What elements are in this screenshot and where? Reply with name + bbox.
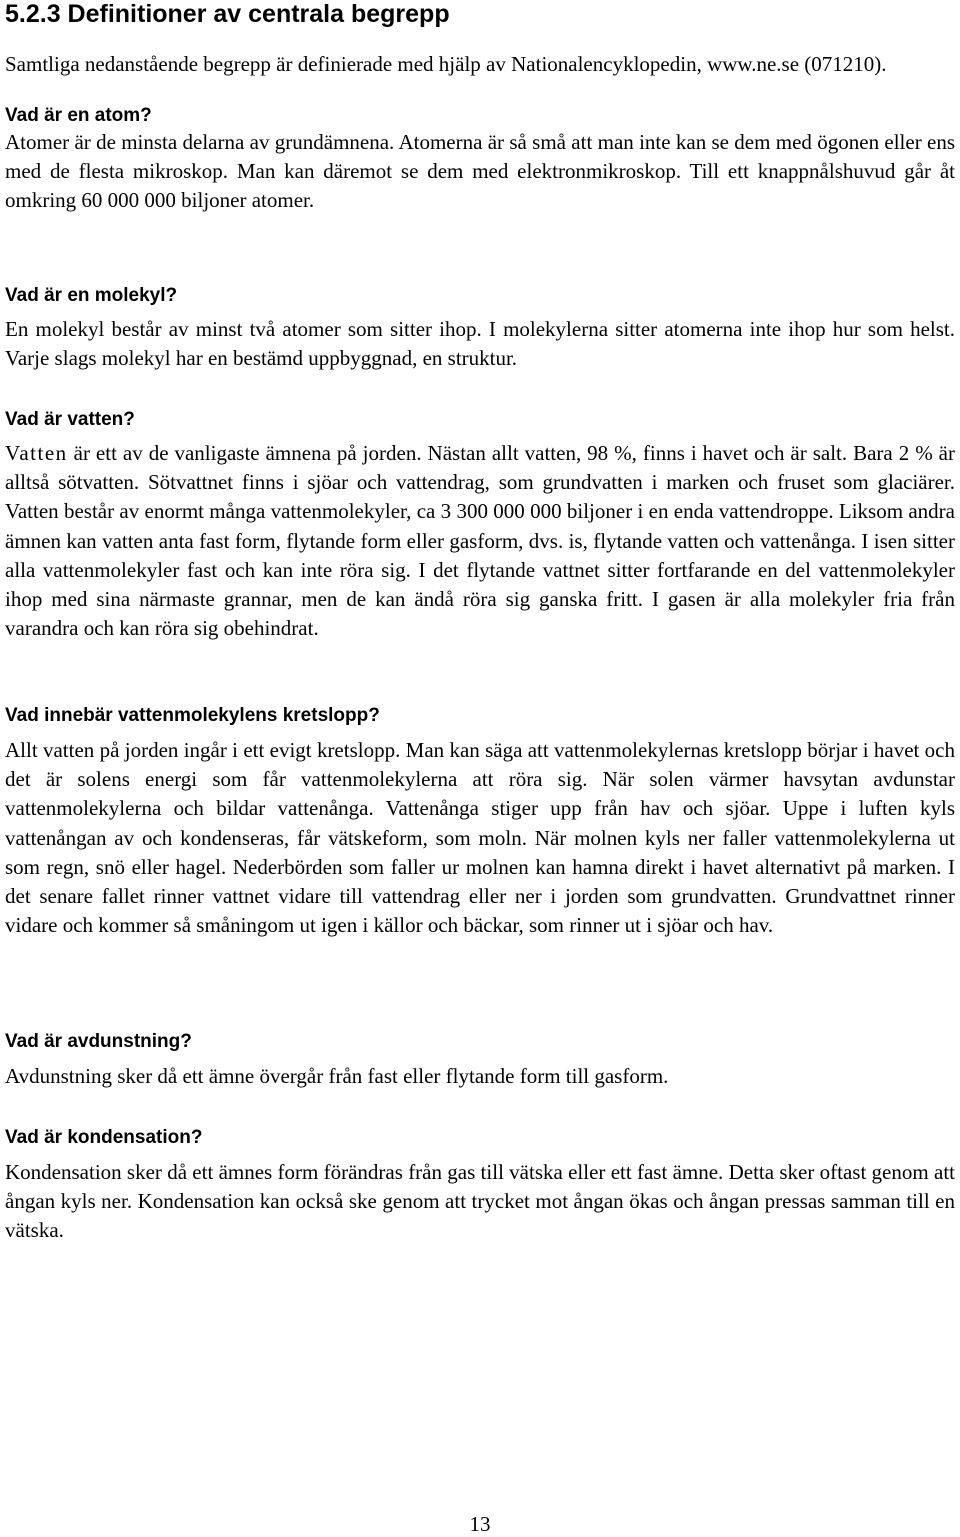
vatten-paragraph [5, 439, 955, 643]
intro-date: (071210). [799, 52, 887, 76]
kretslopp-paragraph: Allt vatten på jorden ingår i ett evigt kretslopp. Man kan säga att vattenmolekylernas kretslopp börjar i havet och det är solens energi som får vattenmolekylerna att röra sig. När solen värmer havsytan avdunstar vattenmolekylerna och bildar vattenånga. Vattenånga stiger upp från hav och sjöar. Uppe i luften kyls vattenångan av och kondenseras, får vätskeform, som moln. När molnen kyls ner faller vattenmolekylerna ut som regn, snö eller hagel. Nederbörden som faller ur molnen kan hamna direkt i havet alternativt på marken. I det senare fallet rinner vattnet vidare till vattendrag eller ner i jorden som grundvatten. Grundvattnet rinner vidare och kommer så småningom ut igen i källor och bäckar, som rinner ut i sjöar och hav. [5, 738, 955, 938]
source-link: www.ne.se [707, 52, 800, 76]
kondensation-paragraph: Kondensation sker då ett ämnes form förändras från gas till vätska eller ett fast ämne. Detta sker oftast genom att ångan kyls ner. Kondensation kan också ske genom att trycket mot ångan ökas och ångan pressas samman till en vätska. [5, 1160, 955, 1243]
vatten-heading: Vad är vatten? [5, 409, 135, 430]
kondensation-heading: Vad är kondensation? [5, 1127, 203, 1148]
molekyl-section [5, 284, 955, 373]
avdunstning-heading: Vad är avdunstning? [5, 1031, 192, 1052]
intro-text: Samtliga nedanstående begrepp är definierade med hjälp av Nationalencyklopedin, [5, 52, 708, 76]
molekyl-heading: Vad är en molekyl? [5, 285, 178, 306]
atom-paragraph: Atomer är de minsta delarna av grundämnena. Atomerna är så små att man inte kan se dem med ögonen eller ens med de flesta mikroskop. Man kan däremot se dem med elektronmikroskop. Till ett knappnålshuvud går åt omkring 60 000 000 biljoner atomer. [5, 130, 955, 213]
document-page [5, 0, 955, 1243]
molekyl-paragraph: En molekyl består av minst två atomer som sitter ihop. I molekylerna sitter atomerna inte ihop hur som helst. Varje slags molekyl har en bestämd uppbyggnad, en struktur. [5, 317, 955, 371]
vatten-first-word: Vatten [5, 441, 68, 465]
atom-heading: Vad är en atom? [5, 105, 152, 126]
intro-paragraph [5, 50, 955, 79]
section-title: 5.2.3 Definitioner av centrala begrepp [5, 0, 450, 28]
kretslopp-heading: Vad innebär vattenmolekylens kretslopp? [5, 705, 380, 726]
avdunstning-section [5, 1030, 955, 1091]
avdunstning-paragraph: Avdunstning sker då ett ämne övergår från fast eller flytande form till gasform. [5, 1064, 669, 1088]
kretslopp-section [5, 704, 955, 940]
intro-section [5, 50, 955, 79]
kondensation-section [5, 1126, 955, 1246]
page-number: 13 [469, 1512, 491, 1536]
atom-section [5, 104, 955, 216]
vatten-text: är ett av de vanligaste ämnena på jorden. Nästan allt vatten, 98 %, finns i havet och är salt. Bara 2 % är alltså sötvatten. Sötvattnet finns i sjöar och vattendrag, som grundvatten i marken och fruset som glaciärer. Vatten består av enormt många vattenmolekyler, ca 3 300 000 000 biljoner i en enda vattendroppe. Liksom andra ämnen kan vatten anta fast form, flytande form eller gasform, dvs. is, flytande vatten och vattenånga. I isen sitter alla vattenmolekyler fast och kan inte röra sig. I det flytande vattnet sitter fortfarande en del vattenmolekyler ihop med sina närmaste grannar, men de kan ändå röra sig ganska fritt. I gasen är alla molekyler fria från varandra och kan röra sig obehindrat. [5, 441, 955, 641]
vatten-section [5, 408, 955, 643]
